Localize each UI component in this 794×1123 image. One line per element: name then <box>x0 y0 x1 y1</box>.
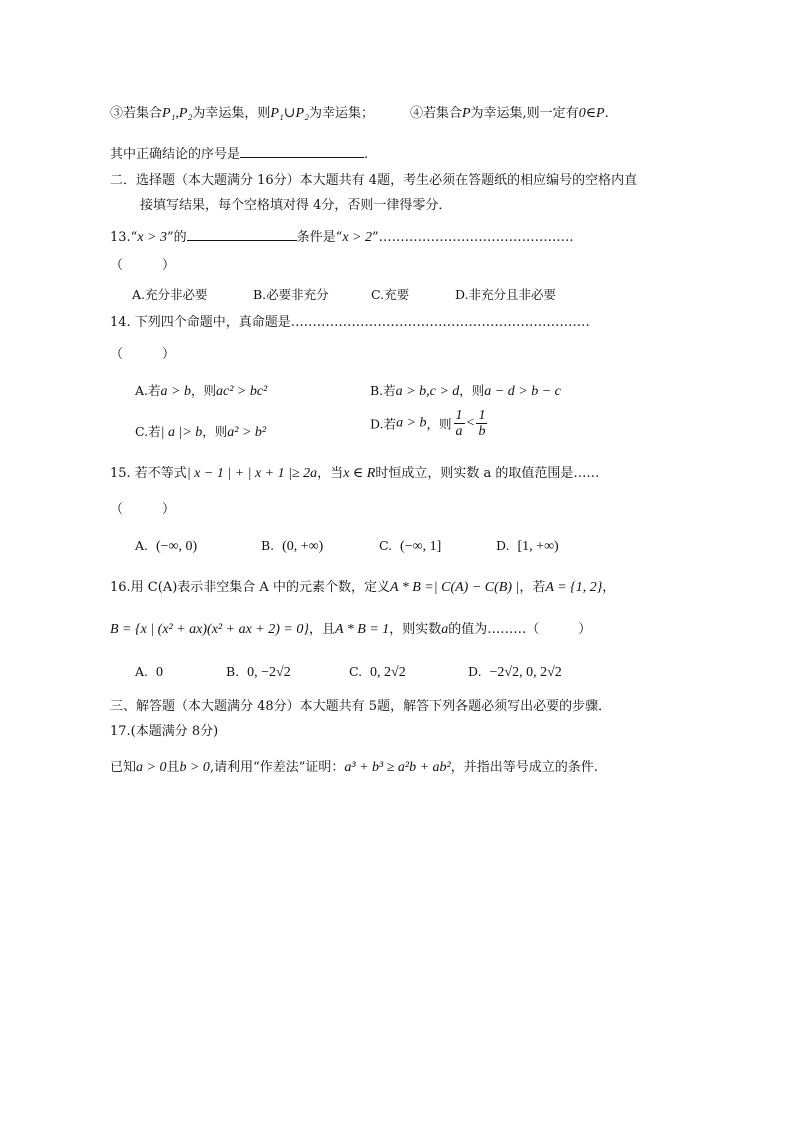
math: ac² > bc² <box>215 384 268 399</box>
text: ③若集合 <box>110 106 163 121</box>
text: ，则 <box>426 416 452 432</box>
text: C. <box>349 664 363 679</box>
text: ，当 <box>317 466 344 481</box>
numerator: 1 <box>455 408 463 423</box>
math: a − d > b − c <box>484 384 561 399</box>
correct-statements-line <box>110 143 368 165</box>
text: A. <box>135 538 149 553</box>
text: ，并指出等号成立的条件. <box>450 760 598 775</box>
question-13 <box>110 226 574 248</box>
text: 16.用 C(A)表示非空集合 A 中的元素个数，定义 <box>110 580 390 595</box>
math: [1, +∞) <box>517 539 559 554</box>
text: 为幸运集； <box>308 106 374 121</box>
section-2-heading-cont: 接填写结果，每个空格填对得 4分，否则一律得零分． <box>140 198 452 213</box>
text: C. <box>379 538 393 553</box>
option-c[interactable] <box>349 662 406 683</box>
option-a[interactable] <box>135 381 267 402</box>
option-a[interactable] <box>135 662 163 683</box>
answer-paren[interactable]: （ ） <box>110 347 176 362</box>
math: 0∈P <box>578 106 605 121</box>
option-b[interactable] <box>370 381 561 402</box>
option-d[interactable] <box>496 536 559 557</box>
text: ”的 <box>167 230 187 245</box>
math: P <box>461 106 471 121</box>
text: A.若 <box>135 383 161 398</box>
text: ，则实数 <box>389 622 442 637</box>
option-a[interactable] <box>135 536 197 557</box>
section-3-heading: 三、解答题（本大题满分 48分）本大题共有 5题，解答下列各题必须写出必要的步骤． <box>110 699 612 714</box>
text: A. <box>135 664 149 679</box>
text: ，则 <box>459 383 485 398</box>
option-b[interactable] <box>226 662 291 683</box>
math: A * B =| C(A) − C(B) | <box>389 580 520 595</box>
math: (−∞, 0) <box>155 539 198 554</box>
math: b > 0 <box>179 760 210 775</box>
text: C.若 <box>135 424 161 439</box>
text: 为幸运集，则 <box>192 106 271 121</box>
text: 时恒成立，则实数 a 的取值范围是…… <box>375 466 600 481</box>
math: 0 <box>155 665 163 680</box>
option-d[interactable]: D.非充分且非必要 <box>455 287 557 302</box>
answer-paren[interactable]: （ ） <box>110 258 176 273</box>
text: ，则 <box>202 424 228 439</box>
denominator: a <box>455 424 463 439</box>
math: < <box>466 415 475 431</box>
answer-blank[interactable] <box>240 143 364 158</box>
text: 其中正确结论的序号是 <box>110 147 241 162</box>
option-a[interactable]: A.充分非必要 <box>132 287 208 302</box>
option-d[interactable] <box>370 408 489 439</box>
option-d[interactable] <box>468 662 562 683</box>
math: x > 2 <box>342 230 372 245</box>
text: ，且 <box>308 622 335 637</box>
math: P₁∪P₂ <box>270 106 309 121</box>
math: −2√2, 0, 2√2 <box>489 665 562 680</box>
math: a² > b² <box>227 425 267 440</box>
math: 0, 2√2 <box>370 665 406 680</box>
text: 的值为………（ ） <box>448 622 592 637</box>
math: | a |> b <box>160 425 203 440</box>
answer-blank[interactable] <box>187 226 297 241</box>
text: ”……………………………………… <box>371 230 574 245</box>
question-16-cont <box>110 620 591 640</box>
math: 0, −2√2 <box>247 665 291 680</box>
answer-paren[interactable]: （ ） <box>110 502 176 517</box>
text: ，若 <box>519 580 546 595</box>
text: B.若 <box>370 383 396 398</box>
text: D. <box>468 664 482 679</box>
question-14: 14. 下列四个命题中，真命题是…………………………………………………………… <box>110 315 590 330</box>
question-16 <box>110 578 615 598</box>
text: D. <box>496 538 510 553</box>
fraction <box>476 408 487 439</box>
math: x ∈ R <box>343 466 376 481</box>
section-2-heading: 二．选择题（本大题满分 16分）本大题共有 4题，考生必须在答题纸的相应编号的空格内直 <box>110 173 638 188</box>
text: 条件是“ <box>296 230 343 245</box>
math: A = {1, 2} <box>545 580 603 595</box>
text: . <box>604 106 609 121</box>
denominator: b <box>478 424 486 439</box>
text: ④若集合 <box>409 106 462 121</box>
math: a > b <box>396 415 427 431</box>
text: ， <box>602 580 616 595</box>
option-c[interactable] <box>135 422 266 443</box>
text: ，则 <box>190 383 216 398</box>
math: | x − 1 | + | x + 1 |≥ 2a <box>186 466 318 481</box>
question-17-heading: 17.(本题满分 8分) <box>110 724 219 739</box>
math: a³ + b³ ≥ a²b + ab² <box>344 760 451 775</box>
math: B = {x | (x² + ax)(x² + ax + 2) = 0} <box>110 622 309 637</box>
question-17 <box>110 758 598 778</box>
math: (−∞, 1] <box>400 539 442 554</box>
numerator: 1 <box>478 408 486 423</box>
fraction <box>454 408 465 439</box>
math: P₁,P₂ <box>162 106 193 121</box>
text: . <box>364 147 369 162</box>
option-b[interactable] <box>261 536 323 557</box>
text: 15. 若不等式 <box>110 466 187 481</box>
math: a > b,c > d <box>395 384 460 399</box>
statement-3-4-line <box>110 104 609 124</box>
text: 为幸运集,则一定有 <box>470 106 579 121</box>
text: D.若 <box>370 416 397 432</box>
math: x > 3 <box>137 230 167 245</box>
text: 且 <box>166 760 180 775</box>
text: 13.“ <box>110 230 138 245</box>
text: ,请利用“作差法”证明： <box>209 760 345 775</box>
text: B. <box>226 664 240 679</box>
math: a > 0 <box>136 760 167 775</box>
math: A * B = 1 <box>334 622 390 637</box>
option-c[interactable]: C.充要 <box>371 287 410 302</box>
math: a > b <box>160 384 191 399</box>
option-c[interactable] <box>379 536 441 557</box>
math: a <box>441 622 449 637</box>
question-15 <box>110 464 599 484</box>
math: (0, +∞) <box>282 539 324 554</box>
option-b[interactable]: B.必要非充分 <box>253 287 329 302</box>
text: 已知 <box>110 760 137 775</box>
text: B. <box>261 538 275 553</box>
